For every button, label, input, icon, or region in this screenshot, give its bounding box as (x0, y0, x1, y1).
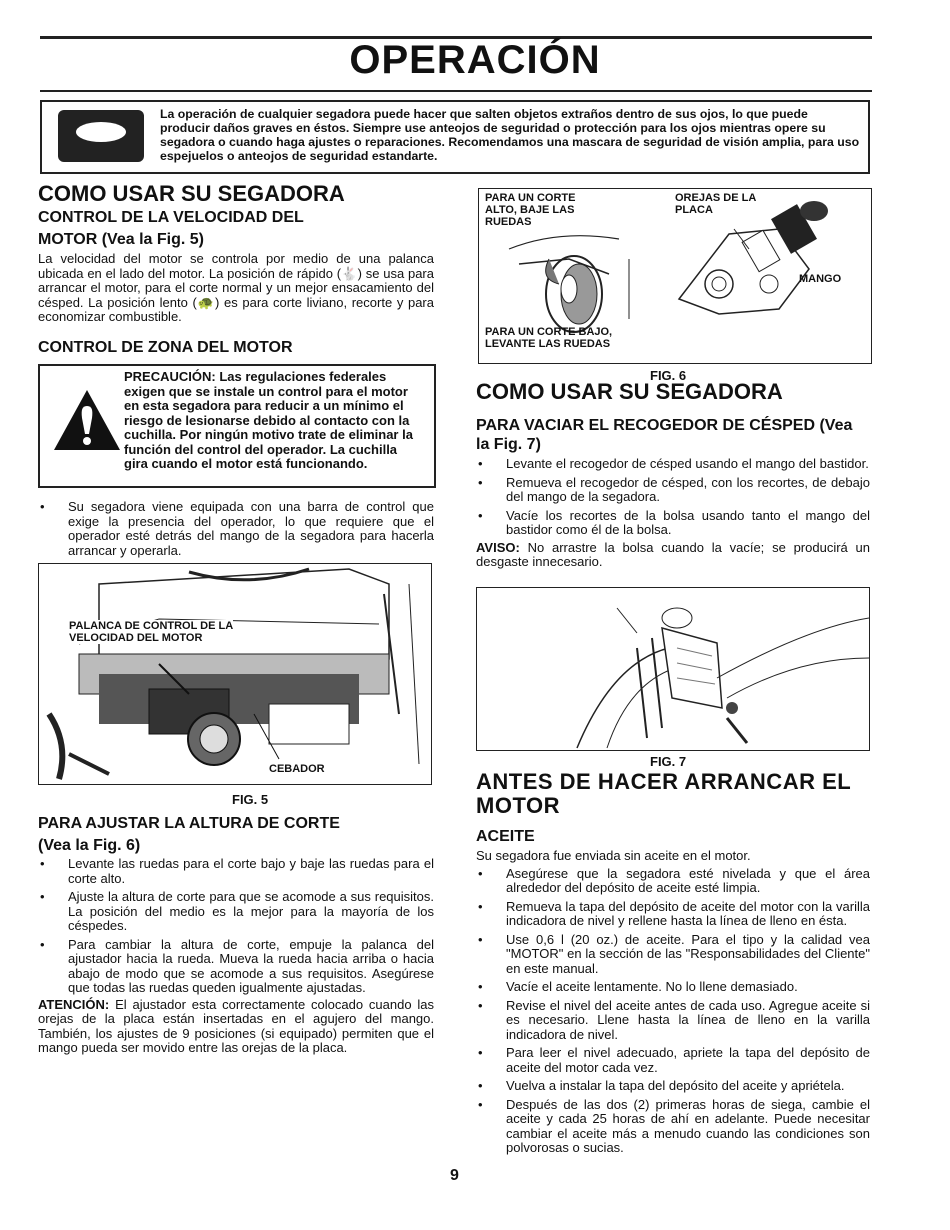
fig7-caption: FIG. 7 (650, 754, 687, 769)
heading-zona-motor: CONTROL DE ZONA DEL MOTOR (38, 338, 293, 356)
list-item: • Ajuste la altura de corte para que se acomode a sus requisitos. La posición del medio es la mejor para la mayoría de los céspedes. (38, 890, 434, 934)
right-column-2 (476, 770, 870, 1160)
atencion-paragraph: ATENCIÓN: El ajustador esta correctamente colocado cuando las orejas de la placa están insertadas en el agujero del mango. También, los ajustes de 9 posiciones (si equipado) permiten que el mango pueda ser movido entre las orejas de la placa. (38, 996, 434, 1055)
list-item: • Revise el nivel del aceite antes de cada uso. Agregue aceite si es necesario. Llene hasta la línea de lleno en la varilla indicadora de nivel. (476, 999, 870, 1043)
list-item: • Vuelva a instalar la tapa del depósito del aceite y apriétela. (476, 1079, 870, 1094)
page-number: 9 (450, 1167, 459, 1184)
list-item: • Asegúrese que la segadora esté nivelada y que el área alrededor del depósito de aceite esté limpia. (476, 867, 870, 896)
fig6-label-orejas: OREJAS DE LA PLACA (675, 192, 756, 216)
title-rule (40, 90, 872, 92)
fig5-caption: FIG. 5 (232, 792, 269, 807)
heading-altura-2: (Vea la Fig. 6) (38, 837, 141, 854)
velocidad-paragraph: La velocidad del motor se controla por medio de una palanca ubicada en el lado del motor. La posición de rápido (🐇) se usa para arrancar el motor, para el corte normal y un mejor ensacamiento del césped. La posición lento (🐢) es para corte liviano, recorte y para economizar combustible. (38, 251, 434, 324)
heading-altura: PARA AJUSTAR LA ALTURA DE CORTE (38, 815, 340, 832)
list-item: • Levante el recogedor de césped usando el mango del bastidor. (476, 457, 870, 472)
fig5-label-cebador: CEBADOR (269, 763, 325, 775)
page-title: OPERACIÓN (349, 38, 601, 82)
list-item: • Use 0,6 l (20 oz.) de aceite. Para el tipo y la calidad vea "MOTOR" en la sección de las "Responsabilidades del Cliente" en este manual. (476, 933, 870, 977)
heading-como-usar-right: COMO USAR SU SEGADORA (476, 379, 783, 404)
heading-control-velocidad-2: MOTOR (Vea la Fig. 5) (38, 231, 204, 248)
caution-box (38, 364, 436, 488)
left-column-2 (38, 500, 434, 562)
fig6-caption: FIG. 6 (650, 368, 687, 383)
left-column (38, 182, 434, 357)
fig5-label-palanca: PALANCA DE CONTROL DE LA VELOCIDAD DEL MOTOR (69, 620, 234, 644)
right-column (476, 380, 870, 570)
list-item: • Su segadora viene equipada con una barra de control que exige la presencia del operador, lo que requiere que el operador esté detrás del mango de la segadora para hacerla arrancar y operarla. (38, 500, 434, 558)
eye-protection-warning (40, 100, 870, 174)
heading-control-velocidad: CONTROL DE LA VELOCIDAD DEL (38, 209, 304, 226)
engine-illustration (39, 564, 431, 784)
figure-6 (478, 188, 872, 364)
fig6-label-mango: MANGO (799, 273, 842, 285)
list-item: • Vacíe los recortes de la bolsa usando tanto el mango del bastidor como él de la bolsa. (476, 509, 870, 538)
warning-text: La operación de cualquier segadora puede hacer que salten objetos extraños dentro de sus ojos, lo que puede producir daños graves en éstos. Siempre use anteojos de seguridad o protección para los ojos mientras opere su segadora o cuando haga ajustes o reparaciones. Recomendamos una mascara de seguridad de visión amplia, para uso espejuelos o anteojos de seguridad estandarte. (160, 107, 860, 163)
list-item: • Para cambiar la altura de corte, empuje la palanca del ajustador hacia la rueda. Mueva la rueda hacia arriba o hacia abajo de modo que se acomode a sus requisitos. Asegúrese que todas las ruedas queden igualmente ajustadas. (38, 938, 434, 996)
aceite-paragraph: Su segadora fue enviada sin aceite en el motor. (476, 848, 751, 863)
heading-antes: ANTES DE HACER ARRANCAR EL MOTOR (476, 769, 851, 818)
list-item: • Después de las dos (2) primeras horas de siega, cambie el aceite y cada 25 horas de ahí en adelante. Puede necesitar cambiar el aceite más a menudo cuando las condiciones son polvorosas o sucias. (476, 1098, 870, 1156)
caution-triangle-icon (52, 388, 122, 452)
fig6-label-corte-bajo: PARA UN CORTE BAJO, LEVANTE LAS RUEDAS (485, 326, 613, 350)
fig6-label-corte-alto: PARA UN CORTE ALTO, BAJE LAS RUEDAS (485, 192, 576, 228)
list-item: • Levante las ruedas para el corte bajo y baje las ruedas para el corte alto. (38, 857, 434, 886)
left-column-3 (38, 815, 434, 1056)
heading-aceite: ACEITE (476, 828, 535, 845)
heading-como-usar: COMO USAR SU SEGADORA (38, 181, 345, 206)
grass-catcher-illustration (477, 588, 869, 750)
figure-7 (476, 587, 870, 751)
aviso-paragraph: AVISO: No arrastre la bolsa cuando la vacíe; se producirá un desgaste innecesario. (476, 539, 870, 569)
caution-text: PRECAUCIÓN: Las regulaciones federales exigen que se instale un control para el motor en esta segadora para reducir a un mínimo el riesgo de lesionarse debido al contacto con la cuchilla. Por ningún motivo trate de eliminar la función del control del operador. La cuchilla gira cuando el motor está funcionando. (124, 369, 413, 471)
list-item: • Para leer el nivel adecuado, apriete la tapa del depósito de aceite del motor cada vez. (476, 1046, 870, 1075)
list-item: • Vacíe el aceite lentamente. No lo llene demasiado. (476, 980, 870, 995)
safety-goggles-icon (58, 110, 144, 162)
heading-vaciar: PARA VACIAR EL RECOGEDOR DE CÉSPED (Vea la Fig. 7) (476, 417, 853, 453)
figure-5 (38, 563, 432, 785)
list-item: • Remueva la tapa del depósito de aceite del motor con la varilla indicadora de nivel y rellene hasta la línea de lleno en ésta. (476, 900, 870, 929)
list-item: • Remueva el recogedor de césped, con los recortes, de debajo del mango de la segadora. (476, 476, 870, 505)
